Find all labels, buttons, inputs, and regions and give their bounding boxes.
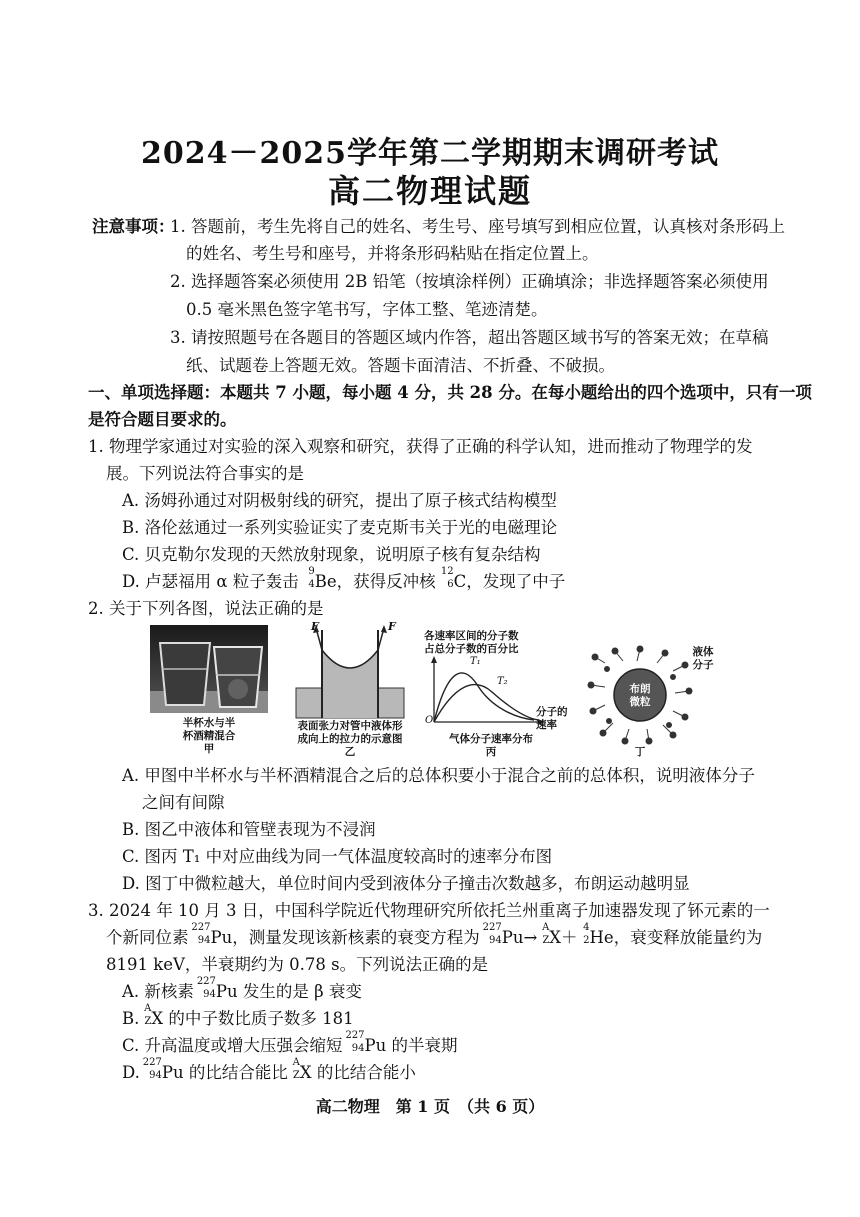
figure-ding-tag: 丁 xyxy=(634,746,646,758)
question-1-option-d xyxy=(122,566,566,594)
figure-yi-force-label-right: F xyxy=(388,620,396,633)
question-3-stem-line-2: 个新同位素 227 94 Pu，测量发现该新核素的衰变方程为 227 94 Pu→ A Z X＋ 4 2 He，衰变释放能量约为 xyxy=(106,922,763,947)
figure-bing-t2-label: T₂ xyxy=(497,676,508,687)
figure-jia-tag: 甲 xyxy=(203,743,215,755)
question-1-stem-line-1: 1. 物理学家通过对实验的深入观察和研究，获得了正确的科学认知，进而推动了物理学的发 xyxy=(88,437,753,456)
figure-bing-caption: 气体分子速率分布 xyxy=(449,733,533,745)
question-3-option-d: D. 227 94 Pu 的比结合能比 A Z X 的比结合能小 xyxy=(122,1057,416,1082)
question-3-stem-line-1: 3. 2024 年 10 月 3 日，中国科学院近代物理研究所依托兰州重离子加速器发现了钚元素的一 xyxy=(88,901,770,920)
option-d-middle: Be，获得反冲核 xyxy=(314,572,436,591)
exam-title: 2024－2025学年第二学期期末调研考试 xyxy=(141,136,719,171)
c-nuclide-indices: 12 6 xyxy=(440,566,454,590)
question-1-option-a: A. 汤姆孙通过对阴极射线的研究，提出了原子核式结构模型 xyxy=(122,491,557,510)
page-footer: 高二物理 第 1 页 （共 6 页） xyxy=(315,1097,545,1116)
figure-ding-particle-label-line-1: 布朗 xyxy=(629,683,651,695)
option-d-suffix: C，发现了中子 xyxy=(453,572,566,591)
curve-t1 xyxy=(434,673,534,722)
figure-bing-xlabel-line-1: 分子的 xyxy=(536,706,568,718)
question-1-option-c: C. 贝克勒尔发现的天然放射现象，说明原子核有复杂结构 xyxy=(122,545,541,564)
question-1-option-b: B. 洛伦兹通过一系列实验证实了麦克斯韦关于光的电磁理论 xyxy=(122,518,558,537)
figure-bing-t1-label: T₁ xyxy=(470,656,481,667)
figure-bing-origin: O xyxy=(425,715,434,726)
figure-bing-tag: 丙 xyxy=(485,746,497,758)
question-2-option-c: C. 图丙 T₁ 中对应曲线为同一气体温度较高时的速率分布图 xyxy=(122,847,553,866)
option-d-prefix: D. 卢瑟福用 α 粒子轰击 xyxy=(122,572,299,591)
question-3-stem-line-3: 8191 keV，半衰期约为 0.78 s。下列说法正确的是 xyxy=(106,955,489,974)
question-2-option-a-line-2: 之间有间隙 xyxy=(142,793,225,812)
question-3-option-b: B. A Z X 的中子数比质子数多 181 xyxy=(122,1003,354,1028)
notice-item-1-line-1: 1. 答题前，考生先将自己的姓名、考生号、座号填写到相应位置，认真核对条形码上 xyxy=(170,217,785,236)
figure-yi-diagram xyxy=(292,620,408,720)
figure-yi-force-label-left: F xyxy=(311,620,319,633)
notice-item-3-line-1: 3. 请按照题号在各题目的答题区域内作答，超出答题区域书写的答案无效；在草稿 xyxy=(170,328,769,347)
figure-ding-particle-label-line-2: 微粒 xyxy=(629,696,651,708)
question-3-option-a: A. 新核素 227 94 Pu 发生的是 β 衰变 xyxy=(122,976,362,1001)
figure-yi-tag: 乙 xyxy=(344,746,356,758)
figure-ding-liquid-label-line-1: 液体 xyxy=(692,646,714,658)
figure-yi-caption-line-1: 表面张力对管中液体形 xyxy=(297,720,403,732)
figure-jia-photo xyxy=(150,625,268,713)
figure-jia-caption-line-2: 杯酒精混合 xyxy=(182,730,236,742)
notice-label: 注意事项： xyxy=(92,217,175,236)
question-2-option-d: D. 图丁中微粒越大，单位时间内受到液体分子撞击次数越多，布朗运动越明显 xyxy=(122,874,690,893)
notice-item-2-line-1: 2. 选择题答案必须使用 2B 铅笔（按填涂样例）正确填涂；非选择题答案必须使用 xyxy=(170,272,769,291)
question-2-stem: 2. 关于下列各图，说法正确的是 xyxy=(88,599,324,618)
question-3-option-c: C. 升高温度或增大压强会缩短 227 94 Pu 的半衰期 xyxy=(122,1030,458,1055)
notice-item-2-line-2: 0.5 毫米黑色签字笔书写，字体工整、笔迹清楚。 xyxy=(186,300,548,319)
figure-bing-chart xyxy=(426,656,546,726)
question-1-stem-line-2: 展。下列说法符合事实的是 xyxy=(106,464,304,483)
figure-bing-ylabel-line-1: 各速率区间的分子数 xyxy=(424,630,519,642)
exam-subtitle: 高二物理试题 xyxy=(327,172,532,210)
be-nuclide-indices: 9 4 xyxy=(308,566,315,590)
figure-yi-caption-line-2: 成向上的拉力的示意图 xyxy=(297,733,403,745)
notice-item-3-line-2: 纸、试题卷上答题无效。答题卡面清洁、不折叠、不破损。 xyxy=(186,356,615,375)
figure-ding-liquid-label-line-2: 分子 xyxy=(692,659,714,671)
section-1-heading-line-2: 是符合题目要求的。 xyxy=(88,410,237,429)
figure-bing-ylabel-line-2: 占总分子数的百分比 xyxy=(424,643,519,655)
question-2-option-b: B. 图乙中液体和管壁表现为不浸润 xyxy=(122,820,376,839)
figure-jia-caption-line-1: 半杯水与半 xyxy=(182,717,236,729)
notice-item-1-line-2: 的姓名、考生号和座号，并将条形码粘贴在指定位置上。 xyxy=(186,244,599,263)
section-1-heading-line-1: 一、单项选择题：本题共 7 小题，每小题 4 分，共 28 分。在每小题给出的四个选项中，只有一项 xyxy=(88,383,812,402)
figure-bing-xlabel-line-2: 速率 xyxy=(536,719,557,731)
curve-t2 xyxy=(434,685,538,722)
question-2-option-a-line-1: A. 甲图中半杯水与半杯酒精混合之后的总体积要小于混合之前的总体积，说明液体分子 xyxy=(122,766,755,785)
